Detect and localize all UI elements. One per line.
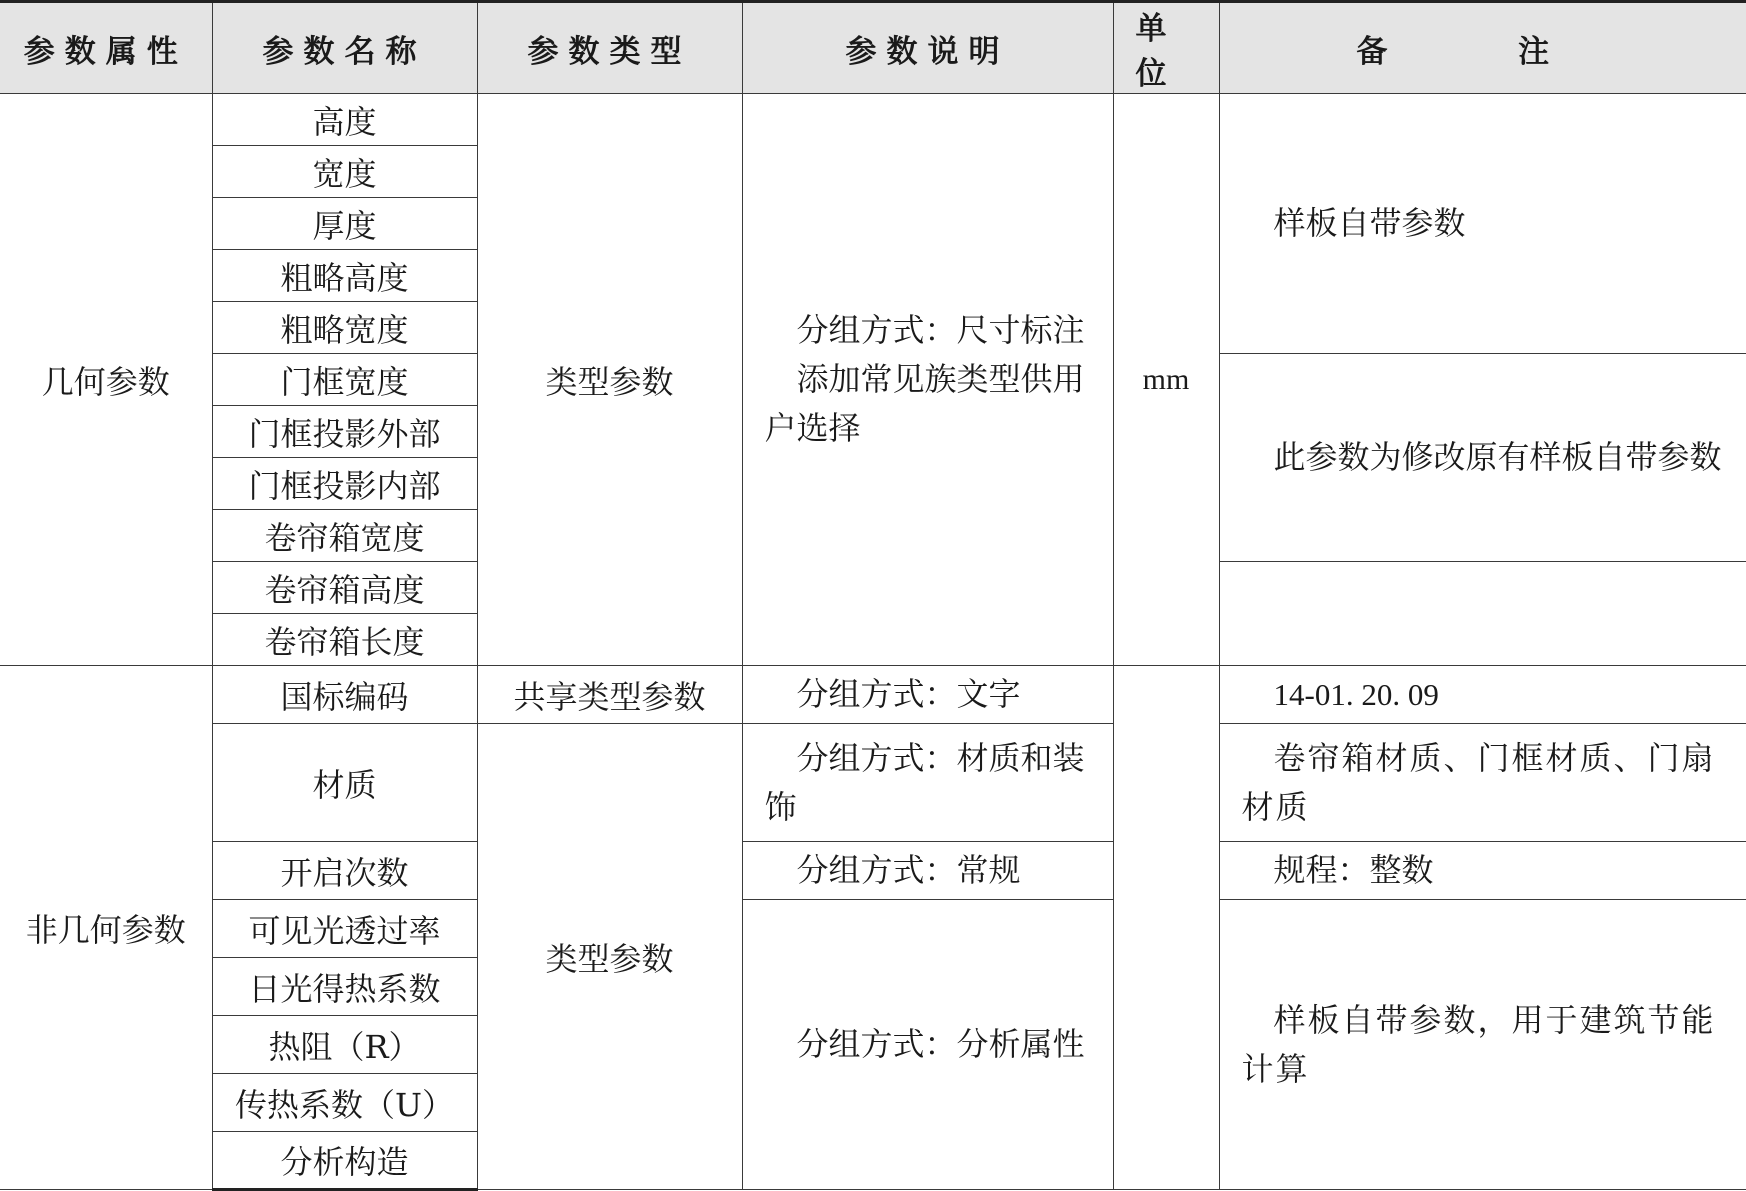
param-name: 宽度 (212, 146, 477, 198)
table-row (0, 94, 1746, 146)
note-code: 14-01. 20. 09 (1219, 666, 1746, 724)
param-name: 卷帘箱高度 (212, 562, 477, 614)
note-geometric-3 (1219, 562, 1746, 666)
unit-geometric: mm (1113, 94, 1219, 666)
table-row (0, 842, 1746, 900)
param-name: 传热系数（U） (212, 1074, 477, 1132)
param-name: 粗略高度 (212, 250, 477, 302)
unit-nongeometric (1113, 666, 1219, 1190)
param-name: 粗略宽度 (212, 302, 477, 354)
table-header-row (0, 2, 1746, 94)
header-desc: 参数说明 (742, 2, 1113, 94)
table-row (0, 900, 1746, 958)
attr-geometric: 几何参数 (0, 94, 212, 666)
note-general: 规程：整数 (1219, 842, 1746, 900)
type-geometric: 类型参数 (477, 94, 742, 666)
desc-general: 分组方式：常规 (742, 842, 1113, 900)
param-name: 国标编码 (212, 666, 477, 724)
desc-line1: 分组方式：尺寸标注 (796, 311, 1085, 349)
header-note: 备 注 (1219, 2, 1746, 94)
param-name: 材质 (212, 724, 477, 842)
desc-code: 分组方式：文字 (742, 666, 1113, 724)
desc-geometric (742, 94, 1113, 666)
param-name: 热阻（R） (212, 1016, 477, 1074)
param-name: 门框宽度 (212, 354, 477, 406)
type-shared: 共享类型参数 (477, 666, 742, 724)
desc-analysis: 分组方式：分析属性 (742, 900, 1113, 1190)
param-name: 日光得热系数 (212, 958, 477, 1016)
table-row (0, 724, 1746, 842)
header-type: 参数类型 (477, 2, 742, 94)
note-geometric-1: 样板自带参数 (1219, 94, 1746, 354)
desc-material: 分组方式：材质和装饰 (742, 724, 1113, 842)
header-attr: 参数属性 (0, 2, 212, 94)
param-name: 分析构造 (212, 1132, 477, 1190)
param-name: 卷帘箱长度 (212, 614, 477, 666)
param-name: 卷帘箱宽度 (212, 510, 477, 562)
param-name: 可见光透过率 (212, 900, 477, 958)
note-material: 卷帘箱材质、门框材质、门扇材质 (1219, 724, 1746, 842)
param-name: 高度 (212, 94, 477, 146)
desc-line2: 添加常见族类型供用户选择 (764, 360, 1085, 447)
param-name: 厚度 (212, 198, 477, 250)
param-name: 门框投影内部 (212, 458, 477, 510)
param-name: 门框投影外部 (212, 406, 477, 458)
table-row (0, 666, 1746, 724)
header-unit: 单 位 (1113, 2, 1219, 94)
note-analysis: 样板自带参数，用于建筑节能计算 (1219, 900, 1746, 1190)
desc-geometric-text (743, 306, 1113, 453)
attr-nongeometric: 非几何参数 (0, 666, 212, 1190)
param-name: 开启次数 (212, 842, 477, 900)
note-geometric-2: 此参数为修改原有样板自带参数 (1219, 354, 1746, 562)
header-name: 参数名称 (212, 2, 477, 94)
type-nongeometric: 类型参数 (477, 724, 742, 1190)
